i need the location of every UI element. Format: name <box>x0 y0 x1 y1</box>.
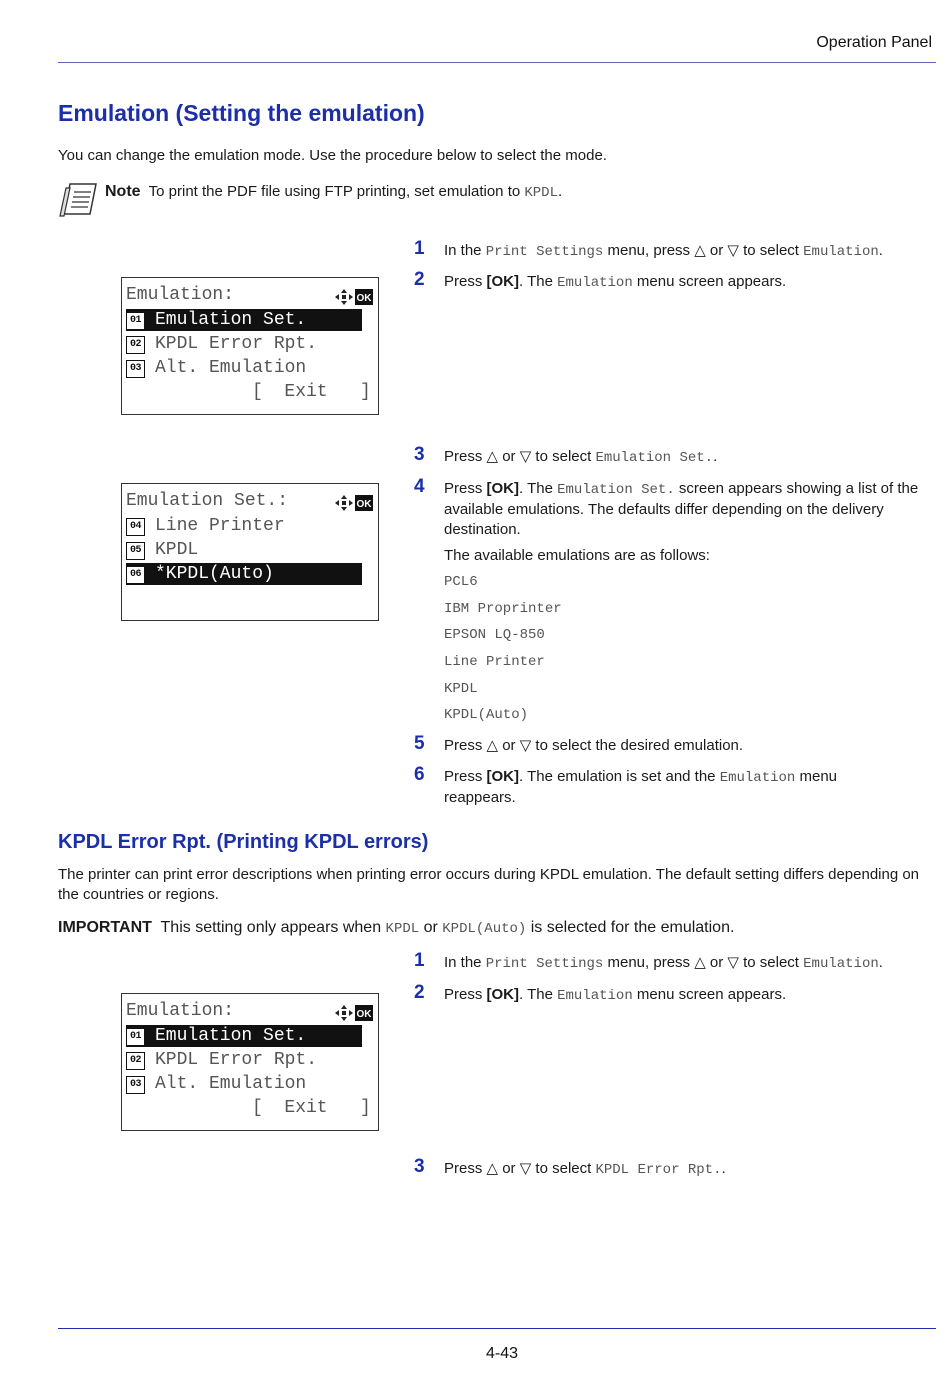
lcd-screen-emulation-menu-2 <box>121 993 379 1131</box>
item-number-badge: 06 <box>126 566 145 584</box>
lcd-screen-emulation-menu <box>121 277 379 415</box>
step-number: 6 <box>414 764 425 785</box>
note-text-post: . <box>557 183 563 200</box>
emulation-option: Line Printer <box>444 654 545 670</box>
footer-rule <box>58 1328 936 1329</box>
note-text <box>105 182 562 203</box>
important-label: IMPORTANT <box>58 919 152 936</box>
note-label: Note <box>105 183 141 200</box>
header-rule <box>58 62 936 63</box>
note-text-pre: To print the PDF file using FTP printing, set emulation to <box>148 183 525 200</box>
step-text: Press △ or ▽ to select the desired emulation. <box>444 737 744 754</box>
section-title-kpdl-error: KPDL Error Rpt. (Printing KPDL errors) <box>58 831 429 853</box>
item-number-badge: 05 <box>126 542 145 560</box>
item-number-badge: 03 <box>126 360 145 378</box>
lcd-item-label: Alt. Emulation <box>155 358 307 378</box>
lcd-title: Emulation Set.: <box>126 491 289 511</box>
step-number: 1 <box>414 950 425 971</box>
note-code: KPDL <box>524 185 558 201</box>
nav-ok-icon <box>334 288 374 306</box>
lcd-item-selected <box>126 309 362 331</box>
lcd-item-label: KPDL <box>155 540 199 560</box>
svg-text:OK: OK <box>356 499 372 510</box>
svg-text:OK: OK <box>356 293 372 304</box>
step-text: Press [OK]. The Emulation Set. screen appears showing a list of the available emulations. The defaults differ depending on the delivery destination. <box>444 480 919 538</box>
available-emulations-label: The available emulations are as follows: <box>444 547 710 564</box>
note-icon <box>58 180 100 218</box>
lcd-screen-emulation-set <box>121 483 379 621</box>
lcd-exit: [ Exit ] <box>252 1098 371 1118</box>
step-text: Press [OK]. The Emulation menu screen appears. <box>444 273 787 291</box>
page-number: 4-43 <box>485 1345 519 1362</box>
item-number-badge: 02 <box>126 336 145 354</box>
step-number: 5 <box>414 733 425 754</box>
item-number-badge: 01 <box>126 1028 145 1046</box>
lcd-item-label: KPDL Error Rpt. <box>155 334 318 354</box>
lcd-item-label: Emulation Set. <box>155 1026 307 1046</box>
lcd-title: Emulation: <box>126 1001 235 1021</box>
emulation-option: KPDL(Auto) <box>444 707 529 723</box>
lcd-item <box>126 1049 317 1071</box>
section2-intro: The printer can print error descriptions when printing error occurs during KPDL emulation. The default setting differs depending on the countries or regions. <box>58 866 920 903</box>
lcd-item-label: *KPDL(Auto) <box>155 564 274 584</box>
step-number: 2 <box>414 982 425 1003</box>
lcd-item <box>126 1073 306 1095</box>
item-number-badge: 01 <box>126 312 145 330</box>
step-text: Press [OK]. The Emulation menu screen appears. <box>444 986 787 1004</box>
svg-text:OK: OK <box>356 1009 372 1020</box>
lcd-item <box>126 515 285 537</box>
step-number: 1 <box>414 238 425 259</box>
lcd-exit: [ Exit ] <box>252 382 371 402</box>
section-title-emulation: Emulation (Setting the emulation) <box>58 100 425 126</box>
item-number-badge: 03 <box>126 1076 145 1094</box>
running-header: Operation Panel <box>816 34 932 51</box>
lcd-item <box>126 357 306 379</box>
lcd-item <box>126 539 198 561</box>
step-text: Press △ or ▽ to select Emulation Set.. <box>444 448 718 466</box>
item-number-badge: 02 <box>126 1052 145 1070</box>
important-notice: IMPORTANT This setting only appears when KPDL or KPDL(Auto) is selected for the emulation. <box>58 919 735 937</box>
step-number: 3 <box>414 1156 425 1177</box>
lcd-item-selected <box>126 1025 362 1047</box>
emulation-option: IBM Proprinter <box>444 601 562 617</box>
section-intro: You can change the emulation mode. Use the procedure below to select the mode. <box>58 147 607 164</box>
lcd-item-label: Emulation Set. <box>155 310 307 330</box>
step-number: 3 <box>414 444 425 465</box>
item-number-badge: 04 <box>126 518 145 536</box>
step-text: Press [OK]. The emulation is set and the Emulation menu reappears. <box>444 768 838 806</box>
step-number: 2 <box>414 269 425 290</box>
nav-ok-icon <box>334 494 374 512</box>
lcd-item <box>126 333 317 355</box>
step-text: In the Print Settings menu, press △ or ▽ to select Emulation. <box>444 242 883 260</box>
lcd-title: Emulation: <box>126 285 235 305</box>
lcd-item-label: Alt. Emulation <box>155 1074 307 1094</box>
lcd-item-selected <box>126 563 362 585</box>
step-number: 4 <box>414 476 425 497</box>
nav-ok-icon <box>334 1004 374 1022</box>
lcd-item-label: Line Printer <box>155 516 285 536</box>
step-text: Press △ or ▽ to select KPDL Error Rpt.. <box>444 1160 726 1178</box>
step-text: In the Print Settings menu, press △ or ▽ to select Emulation. <box>444 954 883 972</box>
lcd-item-label: KPDL Error Rpt. <box>155 1050 318 1070</box>
emulation-option: KPDL <box>444 681 478 697</box>
emulation-option: PCL6 <box>444 574 478 590</box>
emulation-option: EPSON LQ-850 <box>444 627 545 643</box>
